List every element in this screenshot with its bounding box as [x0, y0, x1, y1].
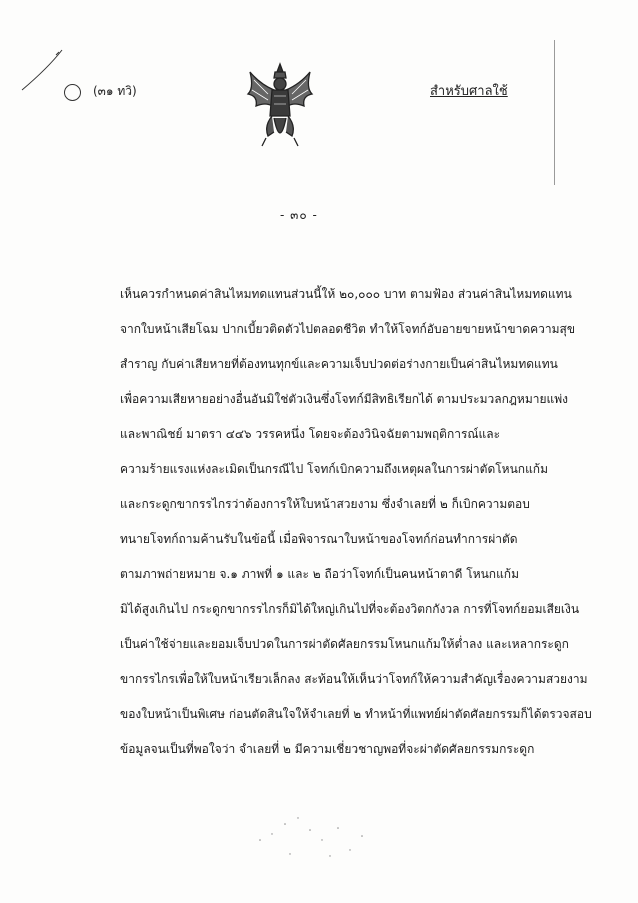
body-line: ทนายโจทก์ถามค้านรับในข้อนี้ เมื่อพิจารณาใบหน้าของโจทก์ก่อนทำการผ่าตัด	[120, 532, 518, 546]
body-line: ตามภาพถ่ายหมาย จ.๑ ภาพที่ ๑ และ ๒ ถือว่าโจทก์เป็นคนหน้าตาดี โหนกแก้ม	[120, 567, 519, 581]
body-line: สำราญ กับค่าเสียหายที่ต้องทนทุกข์และความเจ็บปวดต่อร่างกายเป็นค่าสินไหมทดแทน	[120, 357, 558, 371]
body-line: เป็นค่าใช้จ่ายและยอมเจ็บปวดในการผ่าตัดศัลยกรรมโหนกแก้มให้ต่ำลง และเหลากระดูก	[120, 637, 569, 651]
form-code: (๓๑ ทวิ)	[93, 84, 137, 98]
scan-stroke-mark	[18, 46, 68, 96]
garuda-emblem-icon	[244, 60, 316, 152]
body-line: ขากรรไกรเพื่อให้ใบหน้าเรียวเล็กลง สะท้อนให้เห็นว่าโจทก์ให้ความสำคัญเรื่องความสวยงาม	[120, 672, 588, 686]
binder-hole-icon	[64, 84, 81, 101]
scan-smudge-mark	[250, 810, 380, 865]
body-line: และพาณิชย์ มาตรา ๔๔๖ วรรคหนึ่ง โดยจะต้องวินิจฉัยตามพฤติการณ์และ	[120, 427, 501, 441]
court-use-label: สำหรับศาลใช้	[430, 84, 508, 99]
body-line: ของใบหน้าเป็นพิเศษ ก่อนตัดสินใจให้จำเลยที่ ๒ ทำหน้าที่แพทย์ผ่าตัดศัลยกรรมก็ได้ตรวจสอบ	[120, 707, 592, 721]
page-edge-line	[554, 40, 555, 185]
body-line: จากใบหน้าเสียโฉม ปากเบี้ยวติดตัวไปตลอดชีวิต ทำให้โจทก์อับอายขายหน้าขาดความสุข	[120, 322, 576, 336]
body-line: ข้อมูลจนเป็นที่พอใจว่า จำเลยที่ ๒ มีความเชี่ยวชาญพอที่จะผ่าตัดศัลยกรรมกระดูก	[120, 742, 535, 756]
page-number: - ๓๐ -	[280, 208, 318, 222]
body-line: และกระดูกขากรรไกรว่าต้องการให้ใบหน้าสวยงาม ซึ่งจำเลยที่ ๒ ก็เบิกความตอบ	[120, 497, 530, 511]
body-line: ความร้ายแรงแห่งละเมิดเป็นกรณีไป โจทก์เบิกความถึงเหตุผลในการผ่าตัดโหนกแก้ม	[120, 462, 548, 476]
body-line: เพื่อความเสียหายอย่างอื่นอันมิใช่ตัวเงินซึ่งโจทก์มีสิทธิเรียกได้ ตามประมวลกฎหมายแพ่ง	[120, 392, 569, 406]
body-line: มิได้สูงเกินไป กระดูกขากรรไกรก็มิได้ใหญ่เกินไปที่จะต้องวิตกกังวล การที่โจทก์ยอมเสียเงิน	[120, 602, 580, 616]
body-line: เห็นควรกำหนดค่าสินไหมทดแทนส่วนนี้ให้ ๒๐,๐๐๐ บาท ตามฟ้อง ส่วนค่าสินไหมทดแทน	[120, 287, 572, 301]
body-text	[120, 285, 592, 775]
